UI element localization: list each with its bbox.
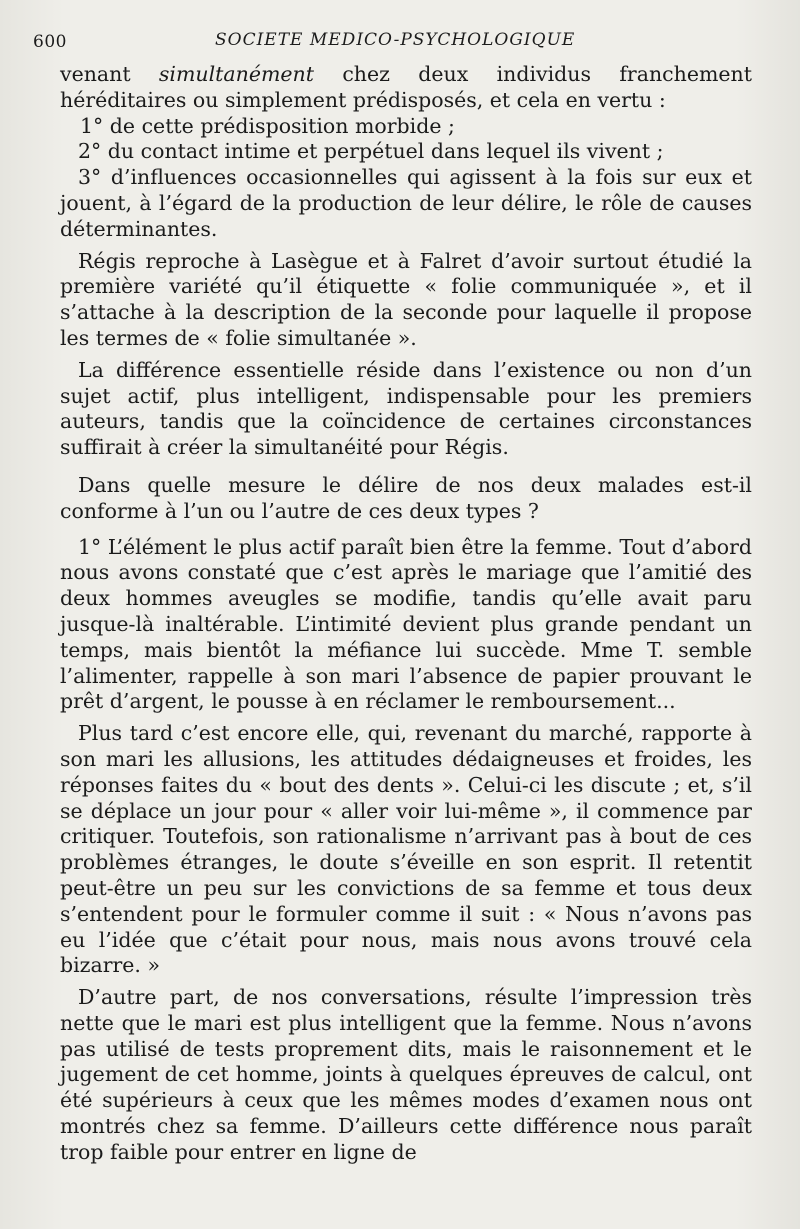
paragraph-later: Plus tard c’est encore elle, qui, revenant du marché, rapporte à son mari les allusions, les attitudes dédaigneuses et froides, les réponses faites du « bout des dents ». Celui-ci les discute ; et, s’il se déplace un jour pour « aller voir lui-même », il commence par critiquer. Toutefois, son rationalisme n’arrivant pas à bout de ces problèmes étranges, le doute s’éveille en son esprit. Il retentit peut-être un peu sur les convictions de sa femme et tous deux s’entendent pour le formuler comme il suit : « Nous n’avons pas eu l’idée que c’était pour nous, mais nous avons trouvé cela bizarre. » bbox=[60, 721, 752, 978]
paragraph-regis: Régis reproche à Lasègue et à Falret d’avoir surtout étudié la première variété qu’il étiquette « folie communiquée », et il s’attache à la description de la seconde pour laquelle il propose les termes de « folie simultanée ». bbox=[60, 248, 752, 350]
page-number: 600 bbox=[33, 32, 67, 52]
page-header bbox=[33, 22, 752, 62]
paragraph-other-part: D’autre part, de nos conversations, résulte l’impression très nette que le mari est plus intelligent que la femme. Nous n’avons pas utilisé de tests proprement dits, mais le raisonnement et le jugement de cet homme, joints à quelques épreuves de calcul, ont été supérieurs à ceux que les mêmes modes d’examen nous ont montrés chez sa femme. D’ailleurs cette différence nous paraît trop faible pour entrer en ligne de bbox=[60, 985, 752, 1164]
paragraph-active-element: 1° L’élément le plus actif paraît bien être la femme. Tout d’abord nous avons constaté que c’est après le mariage que l’amitié des deux hommes aveugles se modifie, tandis qu’elle avait paru jusque-là inaltérable. L’intimité devient plus grande pendant un temps, mais bientôt la méfiance lui succède. Mme T. semble l’alimenter, rappelle à son mari l’absence de papier prouvant le prêt d’argent, le pousse à en réclamer le remboursement... bbox=[60, 534, 752, 714]
running-head: SOCIETE MEDICO-PSYCHOLOGIQUE bbox=[215, 30, 576, 50]
list-item-2: 2° du contact intime et perpétuel dans lequel ils vivent ; bbox=[78, 139, 664, 164]
list-item-3: 3° d’influences occasionnelles qui agissent à la fois sur eux et jouent, à l’égard de la production de leur délire, le rôle de causes déterminantes. bbox=[60, 165, 752, 241]
paragraph-question: Dans quelle mesure le délire de nos deux malades est-il conforme à l’un ou l’autre de ces deux types ? bbox=[60, 472, 752, 523]
emphasized-word: simultanément bbox=[158, 62, 314, 86]
paragraph-continuation-end: chez deux individus franchement héréditaires ou simplement prédisposés, et cela en vertu : bbox=[60, 62, 752, 112]
body-text bbox=[60, 62, 752, 1166]
paragraph-continuation-start: venant bbox=[60, 62, 159, 86]
paragraph-continuation bbox=[60, 62, 752, 114]
paragraph-difference: La différence essentielle réside dans l’existence ou non d’un sujet actif, plus intelligent, indispensable pour les premiers auteurs, tandis que la coïncidence de certaines circonstances suffirait à créer la simultanéité pour Régis. bbox=[60, 357, 752, 460]
list-item-1: 1° de cette prédisposition morbide ; bbox=[80, 113, 455, 138]
